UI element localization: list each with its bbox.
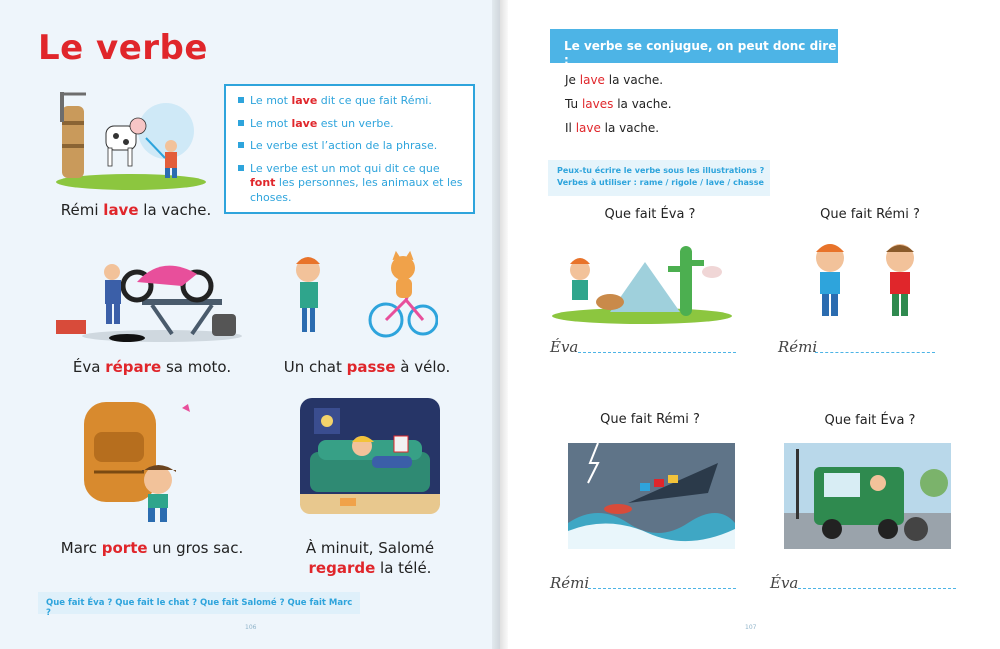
rule-item — [238, 162, 463, 206]
rule-text: est un verbe. — [317, 116, 394, 130]
rules-box — [224, 84, 475, 214]
rule-text: les personnes, les animaux et les choses. — [250, 176, 463, 204]
verb-highlight: lave — [579, 73, 605, 87]
exercise-question-4: Que fait Éva ? — [824, 413, 916, 428]
example-caption-2 — [52, 357, 252, 377]
write-label: Rémi — [778, 338, 818, 356]
answer-line[interactable] — [588, 588, 736, 589]
illustration-remi-rowing-storm — [568, 443, 735, 549]
exercise-verbs: Verbes à utiliser : rame / rigole / lave / chasse — [557, 178, 764, 187]
verb-highlight: lave — [575, 121, 601, 135]
verb-highlight: regarde — [308, 559, 376, 577]
exercise-instruction: Peux-tu écrire le verbe sous les illustrations ? — [557, 166, 765, 175]
conj-text: Je — [565, 73, 580, 87]
illustration-eva-repairs-motorbike — [52, 244, 242, 344]
rule-item — [238, 139, 463, 154]
conj-text: Tu — [565, 97, 582, 111]
rule-text: Le mot — [250, 116, 292, 130]
illustration-remi-washes-cow — [46, 86, 206, 190]
illustration-eva-street-sweeper — [784, 443, 951, 549]
example-text: la vache. — [138, 201, 212, 219]
answer-line[interactable] — [798, 588, 956, 589]
answer-line[interactable] — [815, 352, 935, 353]
example-text: à vélo. — [395, 358, 451, 376]
conjugation-line — [565, 97, 672, 111]
book-spine — [492, 0, 508, 649]
rule-highlight: lave — [291, 116, 318, 130]
example-caption-4 — [52, 538, 252, 558]
exercise-question-3: Que fait Rémi ? — [600, 412, 700, 427]
example-text: un gros sac. — [147, 539, 244, 557]
example-caption-3 — [282, 357, 452, 377]
conjugation-line — [565, 73, 663, 87]
write-label: Rémi — [550, 574, 590, 592]
example-text: Éva — [72, 358, 106, 376]
rule-item — [238, 94, 463, 109]
example-caption-5 — [288, 538, 452, 578]
bullet-icon — [238, 142, 244, 148]
conj-text: la vache. — [604, 73, 664, 87]
illustration-marc-carries-bag — [64, 392, 214, 526]
example-text: Un chat — [283, 358, 347, 376]
rule-text: dit ce que fait Rémi. — [317, 94, 432, 107]
rule-item — [238, 117, 463, 132]
illustration-remi-laughing — [800, 232, 930, 324]
illustration-salome-watches-tv — [300, 398, 440, 514]
example-text: Rémi — [60, 201, 104, 219]
conj-text: la vache. — [613, 97, 672, 111]
bullet-icon — [238, 97, 244, 103]
conjugation-header: Le verbe se conjugue, on peut donc dire : — [550, 29, 838, 63]
page-title: Le verbe — [38, 28, 208, 68]
rule-text: Le verbe est un mot qui dit ce que — [250, 161, 440, 175]
verb-highlight: passe — [346, 358, 396, 376]
verb-highlight: porte — [101, 539, 148, 557]
rule-text: Le verbe est l’action de la phrase. — [250, 139, 438, 152]
page-number: 107 — [745, 624, 757, 631]
example-text: Marc — [60, 539, 102, 557]
conjugation-line — [565, 121, 659, 135]
exercise-instruction-box — [548, 160, 770, 196]
exercise-question-2: Que fait Rémi ? — [820, 207, 920, 222]
rule-text: Le mot — [250, 94, 292, 107]
verb-highlight: lave — [103, 201, 139, 219]
answer-line[interactable] — [578, 352, 736, 353]
example-text: sa moto. — [161, 358, 232, 376]
example-text: la télé. — [375, 559, 432, 577]
example-text: À minuit, Salomé — [305, 539, 435, 557]
bottom-question-band: Que fait Éva ? Que fait le chat ? Que fait Salomé ? Que fait Marc ? — [38, 592, 360, 614]
page-number: 106 — [245, 624, 257, 631]
exercise-question-1: Que fait Éva ? — [604, 207, 696, 222]
bullet-icon — [238, 165, 244, 171]
write-label: Éva — [550, 338, 579, 356]
rule-highlight: font — [250, 176, 276, 189]
bullet-icon — [238, 120, 244, 126]
rule-highlight: lave — [291, 94, 318, 107]
example-caption-1 — [46, 200, 226, 220]
conj-text: la vache. — [600, 121, 660, 135]
conj-text: Il — [565, 121, 576, 135]
write-label: Éva — [770, 574, 799, 592]
illustration-eva-hunting — [550, 232, 735, 324]
verb-highlight: répare — [105, 358, 162, 376]
illustration-cat-on-bike — [288, 250, 438, 344]
verb-highlight: laves — [581, 97, 614, 111]
